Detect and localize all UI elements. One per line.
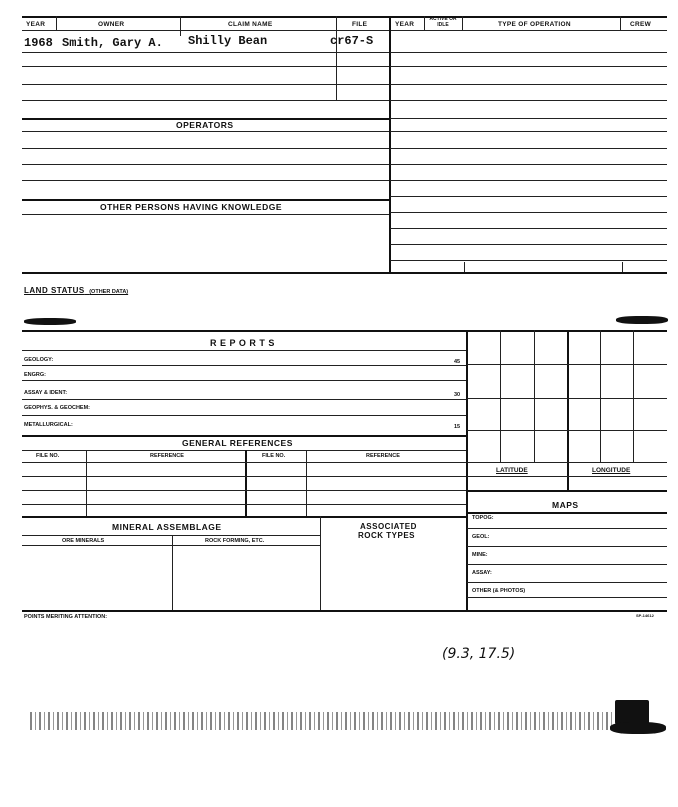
top-border <box>22 16 667 18</box>
assoc-divider <box>320 516 321 610</box>
maps-other: OTHER (& PHOTOS) <box>472 588 526 594</box>
header-crew: CREW <box>630 21 652 28</box>
grid-col <box>600 330 601 462</box>
header-year-right: YEAR <box>395 21 415 28</box>
points-meriting-attention: POINTS MERITING ATTENTION: <box>24 614 108 620</box>
left-bottom-line <box>22 272 667 274</box>
maps-topog: TOPOG: <box>472 515 494 521</box>
maps-assay: ASSAY: <box>472 570 492 576</box>
grid-row <box>467 462 667 463</box>
ink-smudge <box>615 700 649 724</box>
maps-row <box>467 564 667 565</box>
coords-line <box>467 476 667 477</box>
entry-owner: Smith, Gary A. <box>62 36 163 50</box>
maps-row <box>467 582 667 583</box>
other-persons-line <box>22 214 389 215</box>
ink-smudge <box>616 316 668 324</box>
mineral-line <box>22 535 320 536</box>
ref-reference-1: REFERENCE <box>150 453 184 459</box>
mineral-col-divider <box>172 535 173 610</box>
report-num-15: 15 <box>454 424 461 430</box>
header-bottom-line <box>22 30 667 31</box>
col-divider <box>336 16 337 100</box>
ref-col-divider <box>245 450 247 516</box>
col-divider <box>462 16 463 30</box>
reports-bottom <box>22 435 466 437</box>
ref-col-divider <box>86 450 87 516</box>
land-status-label: LAND STATUS <box>24 286 85 295</box>
maps-row <box>467 528 667 529</box>
reports-line <box>22 415 466 416</box>
ref-row <box>22 462 466 463</box>
associated-heading: ASSOCIATED <box>360 522 417 531</box>
latitude-label: LATITUDE <box>496 467 528 474</box>
entry-claim-name: Shilly Bean <box>188 34 268 48</box>
form-number: SP-14612 <box>636 613 654 618</box>
report-assay: ASSAY & IDENT: <box>24 390 68 396</box>
header-file: FILE <box>352 21 368 28</box>
ref-row <box>22 504 466 505</box>
ops-row <box>390 100 667 101</box>
ops-row <box>390 118 667 119</box>
report-num-30: 30 <box>454 392 461 398</box>
ink-smudge <box>610 722 666 734</box>
form-bottom <box>22 610 667 612</box>
ops-row <box>390 164 667 165</box>
row-line <box>22 148 389 149</box>
reports-line <box>22 380 466 381</box>
ref-file-no-1: FILE NO. <box>36 453 60 459</box>
report-geophys: GEOPHYS. & GEOCHEM: <box>24 405 91 411</box>
land-status-bottom <box>22 330 667 332</box>
header-year: YEAR <box>26 21 46 28</box>
ops-row <box>390 260 667 261</box>
maps-row <box>467 546 667 547</box>
ops-row <box>390 244 667 245</box>
grid-col <box>633 330 634 462</box>
ops-row <box>390 196 667 197</box>
reports-line <box>22 350 466 351</box>
ink-smudge <box>24 318 76 325</box>
left-right-divider <box>389 16 391 272</box>
ref-file-no-2: FILE NO. <box>262 453 286 459</box>
grid-row <box>467 364 667 365</box>
mineral-assemblage-heading: MINERAL ASSEMBLAGE <box>112 522 222 532</box>
ops-row <box>390 52 667 53</box>
ops-row <box>390 180 667 181</box>
row-line <box>22 84 389 85</box>
row-line <box>22 180 389 181</box>
header-claim-name: CLAIM NAME <box>228 21 273 28</box>
maps-line <box>467 512 667 514</box>
ops-row <box>390 228 667 229</box>
ref-reference-2: REFERENCE <box>366 453 400 459</box>
entry-file: cr67-S <box>330 34 374 48</box>
ref-row <box>22 476 466 477</box>
general-references-heading: GENERAL REFERENCES <box>182 438 293 448</box>
row-line <box>22 66 389 67</box>
ref-col-divider <box>306 450 307 516</box>
col-divider <box>424 16 425 30</box>
header-active-or-idle: ACTIVE OR IDLE <box>429 16 457 28</box>
handwritten-coordinates: (9.3, 17.5) <box>442 646 516 662</box>
ops-row <box>390 84 667 85</box>
col-divider <box>620 16 621 30</box>
ore-minerals-label: ORE MINERALS <box>62 538 105 544</box>
row-line <box>22 164 389 165</box>
entry-year: 1968 <box>24 36 53 50</box>
row-line <box>22 100 389 101</box>
operators-heading: OPERATORS <box>176 120 234 130</box>
grid-col <box>567 330 569 490</box>
ops-row <box>390 131 667 132</box>
maps-row <box>467 597 667 598</box>
rock-types-heading: ROCK TYPES <box>358 531 416 540</box>
reports-heading: R E P O R T S <box>210 338 275 348</box>
grid-col <box>534 330 535 462</box>
ref-bottom <box>22 516 466 518</box>
maps-geol: GEOL: <box>472 534 490 540</box>
longitude-label: LONGITUDE <box>592 467 631 474</box>
mineral-line <box>22 545 320 546</box>
reports-line <box>22 365 466 366</box>
reports-right-divider <box>466 330 468 610</box>
operators-line <box>22 131 389 132</box>
col-divider <box>180 16 181 36</box>
report-metallurgical: METALLURGICAL: <box>24 422 73 428</box>
report-engrg: ENGRG: <box>24 372 46 378</box>
gen-ref-line <box>22 450 466 451</box>
land-status-heading <box>24 280 128 298</box>
header-type-of-operation: TYPE OF OPERATION <box>498 21 571 28</box>
maps-mine: MINE: <box>472 552 488 558</box>
grid-col <box>500 330 501 462</box>
ref-row <box>22 490 466 491</box>
other-persons-top <box>22 199 389 201</box>
row-line <box>22 52 389 53</box>
rock-forming-label: ROCK FORMING, ETC. <box>205 538 265 544</box>
ops-row <box>390 212 667 213</box>
report-geology: GEOLOGY: <box>24 357 54 363</box>
header-owner: OWNER <box>98 21 125 28</box>
grid-row <box>467 430 667 431</box>
ops-row <box>390 66 667 67</box>
reports-line <box>22 399 466 400</box>
report-num-45: 45 <box>454 359 461 365</box>
grid-row <box>467 398 667 399</box>
maps-heading: MAPS <box>552 500 579 510</box>
land-status-sub: (OTHER DATA) <box>89 289 129 295</box>
scan-noise <box>30 712 620 730</box>
col-divider <box>56 16 57 30</box>
ops-row <box>390 148 667 149</box>
coords-bottom <box>467 490 667 492</box>
other-persons-heading: OTHER PERSONS HAVING KNOWLEDGE <box>100 202 283 212</box>
